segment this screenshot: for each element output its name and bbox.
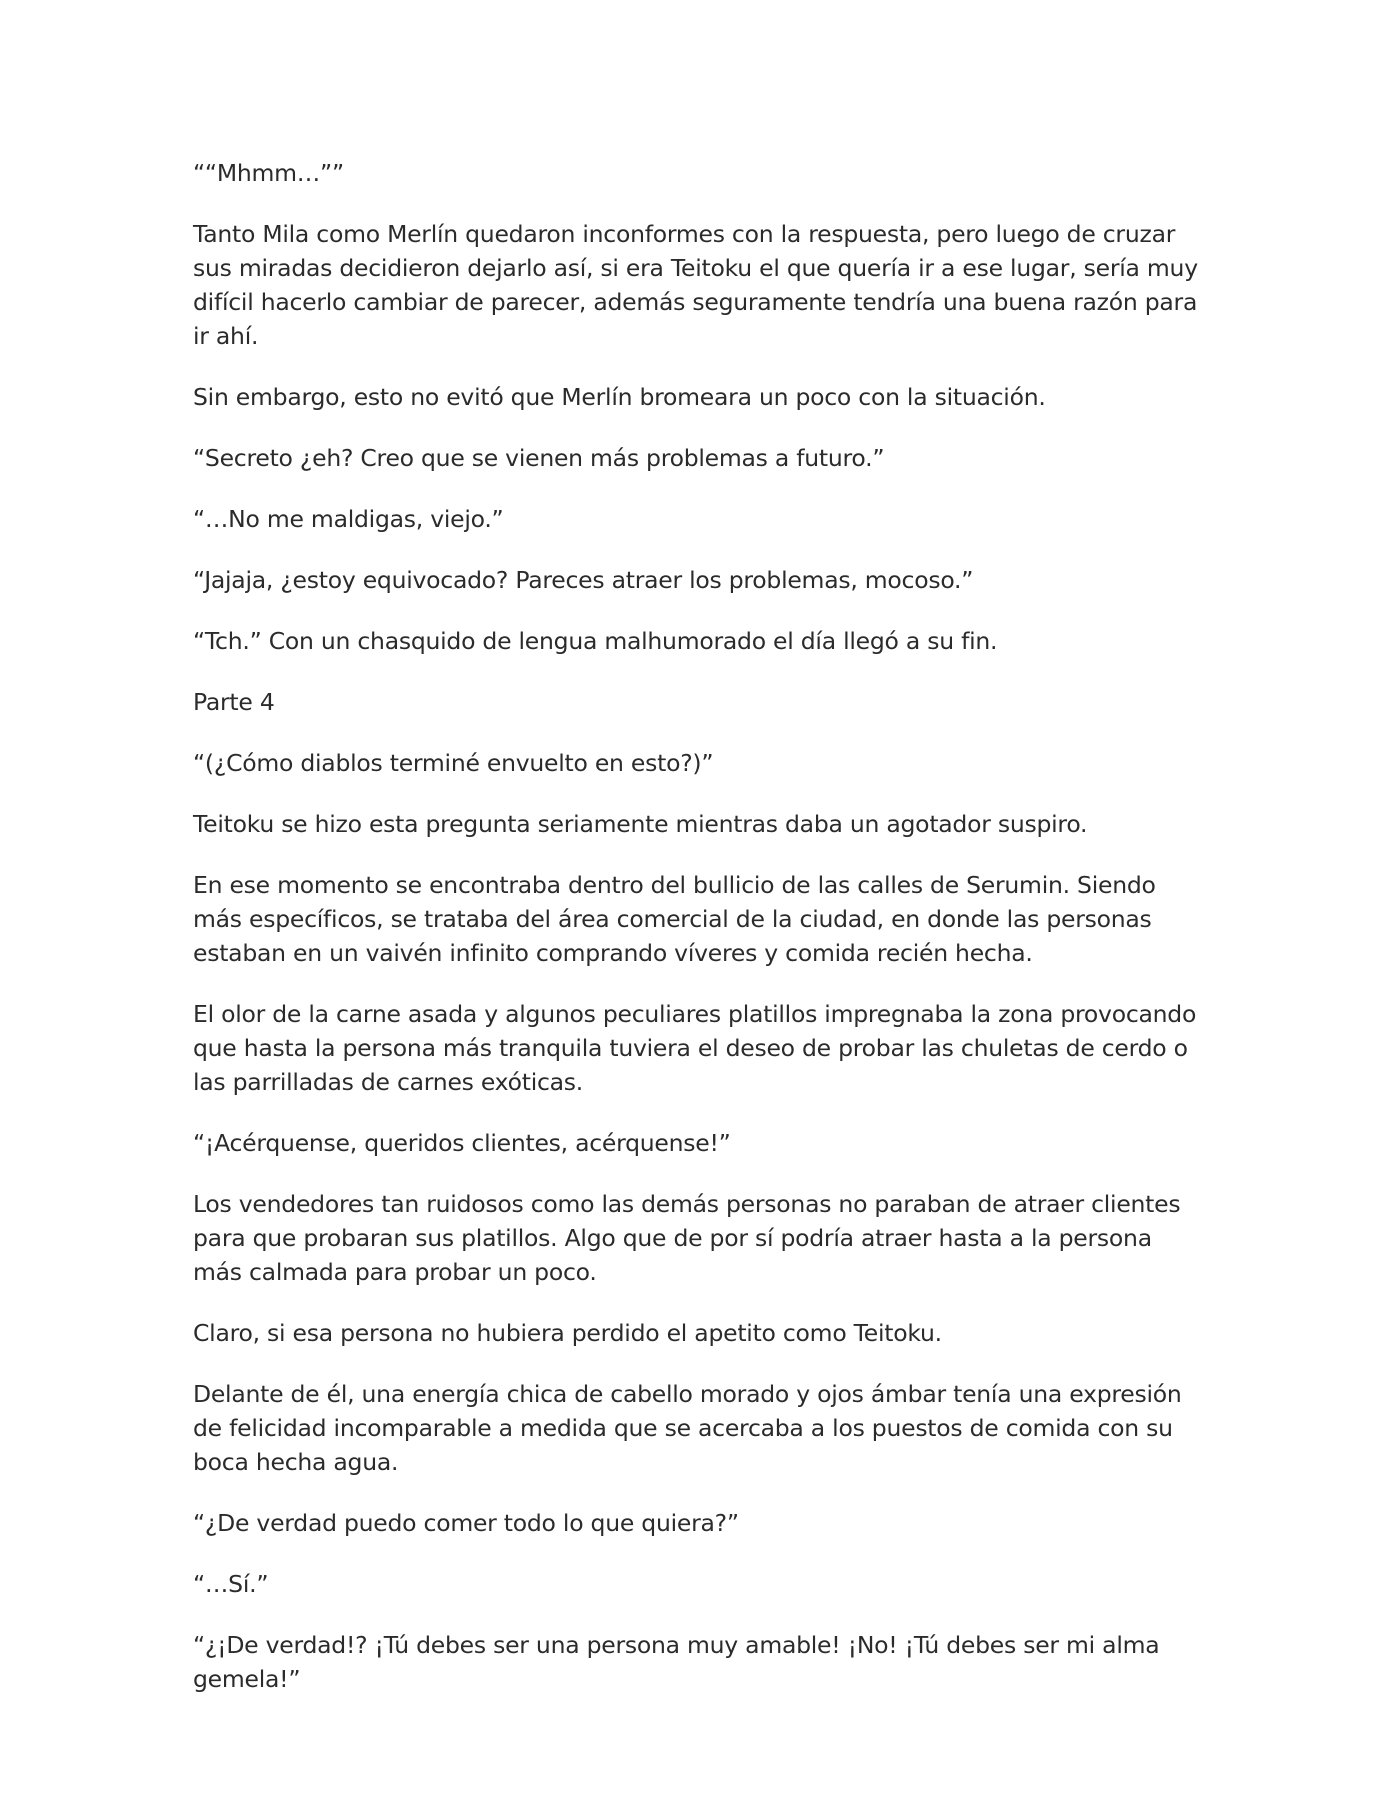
paragraph-2: Tanto Mila como Merlín quedaron inconformes con la respuesta, pero luego de cruzar sus miradas decidieron dejarlo así, si era Teitoku el que quería ir a ese lugar, sería muy difícil hacerlo cambiar de parecer, además seguramente tendría una buena razón para ir ahí. — [193, 220, 1198, 350]
paragraph-12: El olor de la carne asada y algunos peculiares platillos impregnaba la zona provocando que hasta la persona más tranquila tuviera el deseo de probar las chuletas de cerdo o las parrilladas de carnes exóticas. — [193, 1000, 1197, 1096]
paragraph-9: “(¿Cómo diablos terminé envuelto en esto?)” — [193, 749, 714, 777]
paragraph-14: Los vendedores tan ruidosos como las demás personas no paraban de atraer clientes para que probaran sus platillos. Algo que de por sí podría atraer hasta a la persona más calmada para probar un poco. — [193, 1190, 1181, 1286]
paragraph-13: “¡Acérquense, queridos clientes, acérquense!” — [193, 1129, 731, 1157]
paragraph-10: Teitoku se hizo esta pregunta seriamente mientras daba un agotador suspiro. — [193, 810, 1088, 838]
section-heading-parte-4: Parte 4 — [193, 688, 275, 716]
paragraph-17: “¿De verdad puedo comer todo lo que quiera?” — [193, 1509, 739, 1537]
paragraph-6: “Jajaja, ¿estoy equivocado? Pareces atraer los problemas, mocoso.” — [193, 566, 974, 594]
paragraph-5: “…No me maldigas, viejo.” — [193, 505, 504, 533]
paragraph-18: “…Sí.” — [193, 1570, 269, 1598]
paragraph-4: “Secreto ¿eh? Creo que se vienen más problemas a futuro.” — [193, 444, 885, 472]
paragraph-15: Claro, si esa persona no hubiera perdido el apetito como Teitoku. — [193, 1319, 942, 1347]
paragraph-1: ““Mhmm…”” — [193, 159, 344, 187]
document-body — [193, 156, 1203, 1723]
paragraph-11: En ese momento se encontraba dentro del bullicio de las calles de Serumin. Siendo más específicos, se trataba del área comercial de la ciudad, en donde las personas estaban en un vaivén infinito comprando víveres y comida recién hecha. — [193, 871, 1156, 967]
paragraph-16: Delante de él, una energía chica de cabello morado y ojos ámbar tenía una expresión de felicidad incomparable a medida que se acercaba a los puestos de comida con su boca hecha agua. — [193, 1380, 1182, 1476]
paragraph-19: “¿¡De verdad!? ¡Tú debes ser una persona muy amable! ¡No! ¡Tú debes ser mi alma gemela!” — [193, 1631, 1160, 1693]
paragraph-3: Sin embargo, esto no evitó que Merlín bromeara un poco con la situación. — [193, 383, 1046, 411]
paragraph-7: “Tch.” Con un chasquido de lengua malhumorado el día llegó a su fin. — [193, 627, 998, 655]
